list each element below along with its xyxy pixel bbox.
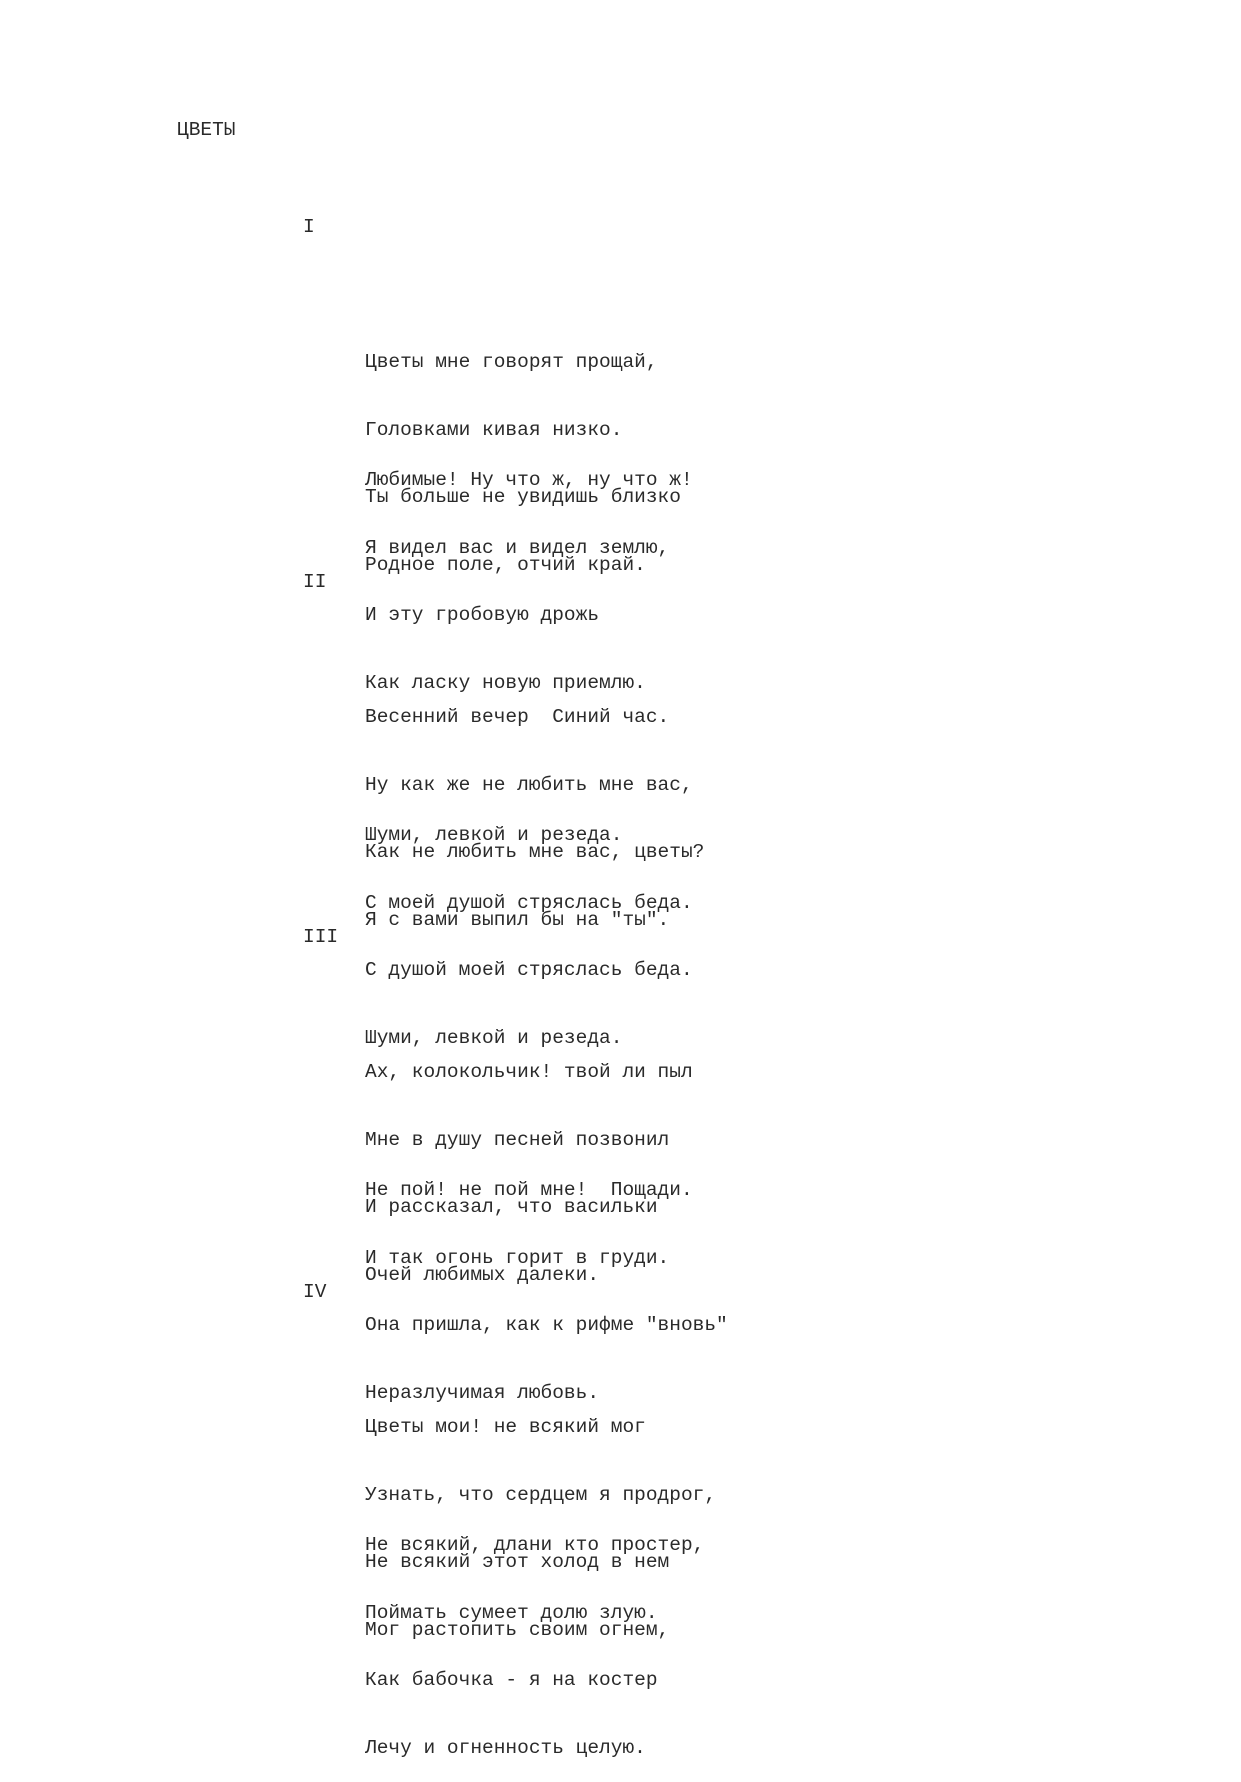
verse-line: Родное поле, отчий край. <box>365 553 646 576</box>
verse-line: Как бабочка - я на костер <box>365 1669 658 1692</box>
verse-line: Весенний вечер Синий час. <box>365 706 670 728</box>
verse-line: Мог растопить своим огнем, <box>365 1618 670 1641</box>
verse-line: Очей любимых далеки. <box>365 1263 600 1286</box>
verse-line: Не всякий этот холод в нем <box>365 1551 670 1574</box>
verse-line: Ах, колокольчик! твой ли пыл <box>365 1061 693 1083</box>
verse-line: Она пришла, как к рифме "вновь" <box>365 1314 728 1337</box>
section-number-2: II <box>303 571 327 593</box>
section-number-4: IV <box>303 1281 327 1303</box>
verse-line: Лечу и огненность целую. <box>365 1736 646 1759</box>
verse-line: Как ласку новую приемлю. <box>365 671 646 694</box>
verse-line: Шуми, левкой и резеда. <box>365 1026 623 1049</box>
verse-line: С душой моей стряслась беда. <box>365 959 693 982</box>
poem-title: ЦВЕТЫ <box>177 119 236 141</box>
verse-line: И так огонь горит в груди. <box>365 1246 670 1269</box>
verse-line: Головками кивая низко. <box>365 418 623 441</box>
section-number-3: III <box>303 926 339 948</box>
verse-line: Не пой! не пой мне! Пощади. <box>365 1179 693 1201</box>
verse-line: Мне в душу песней позвонил <box>365 1128 670 1151</box>
verse-line: Шуми, левкой и резеда. <box>365 824 623 846</box>
verse-line: И эту гробовую дрожь <box>365 604 600 627</box>
verse-line: И рассказал, что васильки <box>365 1196 658 1219</box>
verse-line: Как не любить мне вас, цветы? <box>365 841 705 864</box>
stanza-4-2 <box>365 1490 704 1782</box>
verse-line: Цветы мои! не всякий мог <box>365 1416 646 1438</box>
section-number-1: I <box>303 216 315 238</box>
verse-line: Любимые! Ну что ж, ну что ж! <box>365 469 693 491</box>
verse-line: Ты больше не увидишь близко <box>365 486 681 509</box>
verse-line: Не всякий, длани кто простер, <box>365 1534 705 1556</box>
verse-line: Цветы мне говорят прощай, <box>365 351 658 373</box>
verse-line: Поймать сумеет долю злую. <box>365 1601 658 1624</box>
verse-line: Ну как же не любить мне вас, <box>365 773 693 796</box>
verse-line: Узнать, что сердцем я продрог, <box>365 1483 717 1506</box>
verse-line: Я с вами выпил бы на "ты". <box>365 908 670 931</box>
verse-line: С моей душой стряслась беда. <box>365 891 693 914</box>
verse-line: Я видел вас и видел землю, <box>365 536 670 559</box>
verse-line: Неразлучимая любовь. <box>365 1381 600 1404</box>
